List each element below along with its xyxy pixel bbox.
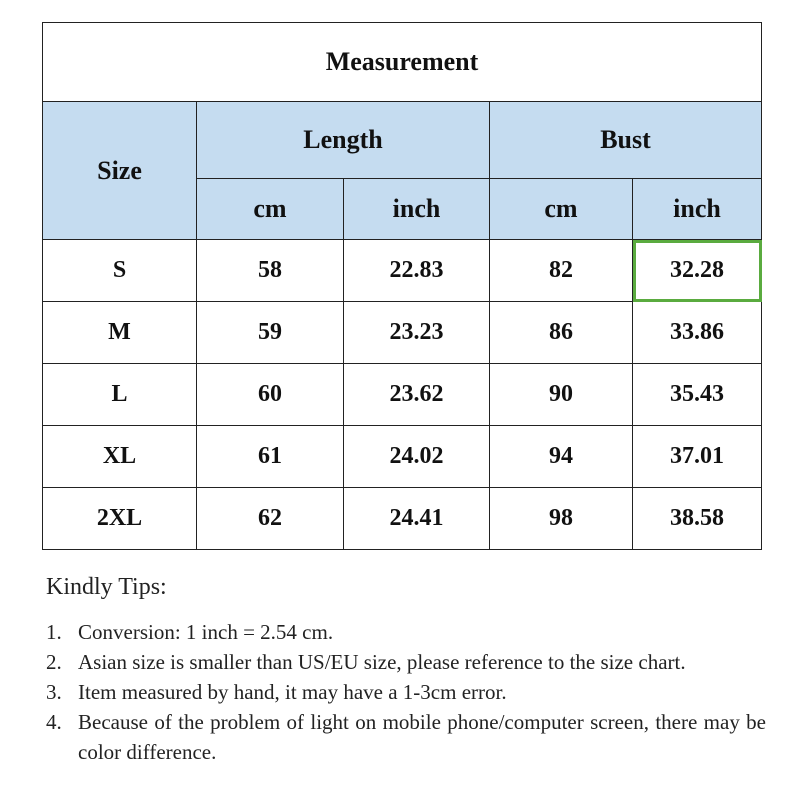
bust-cm-cell: 82: [490, 240, 633, 302]
length-cm-cell: 62: [197, 488, 344, 550]
tips-section: [46, 574, 766, 767]
table-row: [43, 488, 762, 550]
bust-cm-cell: 90: [490, 364, 633, 426]
table-row: [43, 302, 762, 364]
length-cm-cell: 60: [197, 364, 344, 426]
table-row: [43, 364, 762, 426]
size-cell: XL: [43, 426, 197, 488]
tip-number: 1.: [46, 620, 62, 644]
tip-number: 2.: [46, 650, 62, 674]
table-row: [43, 426, 762, 488]
bust-header: Bust: [490, 102, 762, 179]
length-inch-header: inch: [344, 179, 490, 240]
bust-inch-cell: 38.58: [633, 488, 762, 550]
length-cm-cell: 61: [197, 426, 344, 488]
bust-inch-cell: 33.86: [633, 302, 762, 364]
bust-cm-header: cm: [490, 179, 633, 240]
size-cell: S: [43, 240, 197, 302]
tips-heading: Kindly Tips:: [46, 574, 167, 600]
size-cell: L: [43, 364, 197, 426]
length-inch-cell: 24.02: [344, 426, 490, 488]
list-item: [46, 647, 766, 677]
list-item: [46, 617, 766, 647]
tip-number: 4.: [46, 710, 62, 734]
length-inch-cell: 24.41: [344, 488, 490, 550]
tip-text: Item measured by hand, it may have a 1-3cm error.: [78, 680, 507, 704]
tip-text: Because of the problem of light on mobile phone/computer screen, there may be color difference.: [78, 710, 766, 764]
bust-inch-cell: 35.43: [633, 364, 762, 426]
size-cell: 2XL: [43, 488, 197, 550]
tip-text: Asian size is smaller than US/EU size, please reference to the size chart.: [78, 650, 686, 674]
length-inch-cell: 23.62: [344, 364, 490, 426]
list-item: [46, 707, 766, 767]
size-cell: M: [43, 302, 197, 364]
list-item: [46, 677, 766, 707]
length-cm-header: cm: [197, 179, 344, 240]
tip-text: Conversion: 1 inch = 2.54 cm.: [78, 620, 334, 644]
bust-cm-cell: 86: [490, 302, 633, 364]
length-cm-cell: 58: [197, 240, 344, 302]
tip-number: 3.: [46, 680, 62, 704]
bust-inch-cell-highlighted: 32.28: [633, 240, 762, 302]
size-header: Size: [43, 102, 197, 240]
bust-cm-cell: 98: [490, 488, 633, 550]
tips-list: [46, 617, 766, 767]
length-inch-cell: 23.23: [344, 302, 490, 364]
table-row: [43, 240, 762, 302]
length-header: Length: [197, 102, 490, 179]
length-inch-cell: 22.83: [344, 240, 490, 302]
bust-inch-cell: 37.01: [633, 426, 762, 488]
size-chart-table: [42, 22, 762, 550]
bust-cm-cell: 94: [490, 426, 633, 488]
length-cm-cell: 59: [197, 302, 344, 364]
table-title: Measurement: [43, 23, 762, 102]
bust-inch-header: inch: [633, 179, 762, 240]
